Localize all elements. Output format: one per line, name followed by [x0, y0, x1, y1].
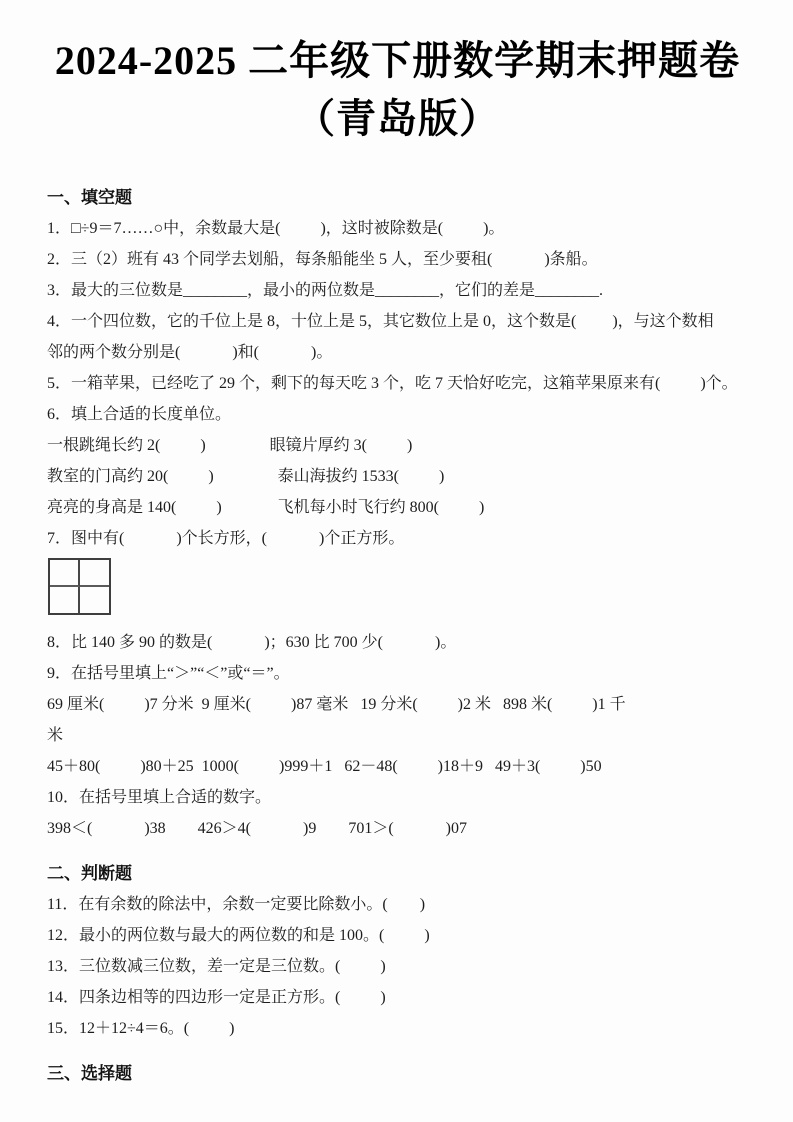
question-4-row-1: 4．一个四位数，它的千位上是 8，十位上是 5，其它数位上是 0，这个数是( )，与这个数相 [47, 313, 714, 330]
question-6: 6．填上合适的长度单位。 [47, 406, 232, 423]
doc-title-line-2: （青岛版） [295, 96, 500, 141]
question-9: 9．在括号里填上“＞”“＜”或“＝”。 [47, 665, 290, 682]
question-1: 1．□÷9＝7……○中，余数最大是( )，这时被除数是( )。 [47, 220, 505, 237]
question-12: 12．最小的两位数与最大的两位数的和是 100。( ) [47, 927, 430, 944]
question-10-digits-row: 398＜( )38 426＞4( )9 701＞( )07 [47, 820, 467, 837]
question-5: 5．一箱苹果，已经吃了 29 个，剩下的每天吃 3 个，吃 7 天恰好吃完，这箱苹果原来有( )个。 [47, 375, 738, 392]
question-8: 8．比 140 多 90 的数是( )；630 比 700 少( )。 [47, 634, 457, 651]
question-9-compare-row-1: 69 厘米( )7 分米 9 厘米( )87 毫米 19 分米( )2 米 898 米( )1 千 [47, 696, 626, 713]
doc-title [47, 32, 748, 148]
question-6-units-row-3: 亮亮的身高是 140( ) 飞机每小时飞行约 800( ) [47, 499, 485, 516]
rectangle-grid-figure [48, 558, 111, 615]
question-3: 3．最大的三位数是________，最小的两位数是________，它们的差是________. [47, 282, 604, 299]
section-3-heading: 三、选择题 [47, 1064, 132, 1083]
grid-cell [50, 560, 80, 587]
question-10: 10．在括号里填上合适的数字。 [47, 789, 272, 806]
doc-title-line-1: 2024-2025 二年级下册数学期末押题卷 [54, 38, 741, 83]
grid-cell [80, 587, 110, 614]
question-9-compare-row-2: 45＋80( )80＋25 1000( )999＋1 62－48( )18＋9 49＋3( )50 [47, 758, 602, 775]
question-7: 7．图中有( )个长方形，( )个正方形。 [47, 530, 405, 547]
question-9-compare-row-1-wrap: 米 [47, 727, 64, 744]
question-13: 13．三位数减三位数，差一定是三位数。( ) [47, 958, 386, 975]
section-2-heading: 二、判断题 [47, 864, 132, 883]
question-6-units-row-2: 教室的门高约 20( ) 泰山海拔约 1533( ) [47, 468, 445, 485]
question-11: 11．在有余数的除法中，余数一定要比除数小。( ) [47, 896, 426, 913]
question-15: 15．12＋12÷4＝6。( ) [47, 1020, 235, 1037]
grid-cell [80, 560, 110, 587]
question-14: 14．四条边相等的四边形一定是正方形。( ) [47, 989, 386, 1006]
question-2: 2．三（2）班有 43 个同学去划船，每条船能坐 5 人，至少要租( )条船。 [47, 251, 598, 268]
section-1-heading: 一、填空题 [47, 188, 132, 207]
question-4-row-2: 邻的两个数分别是( )和( )。 [47, 344, 333, 361]
grid-cell [50, 587, 80, 614]
question-6-units-row-1: 一根跳绳长约 2( ) 眼镜片厚约 3( ) [47, 437, 413, 454]
